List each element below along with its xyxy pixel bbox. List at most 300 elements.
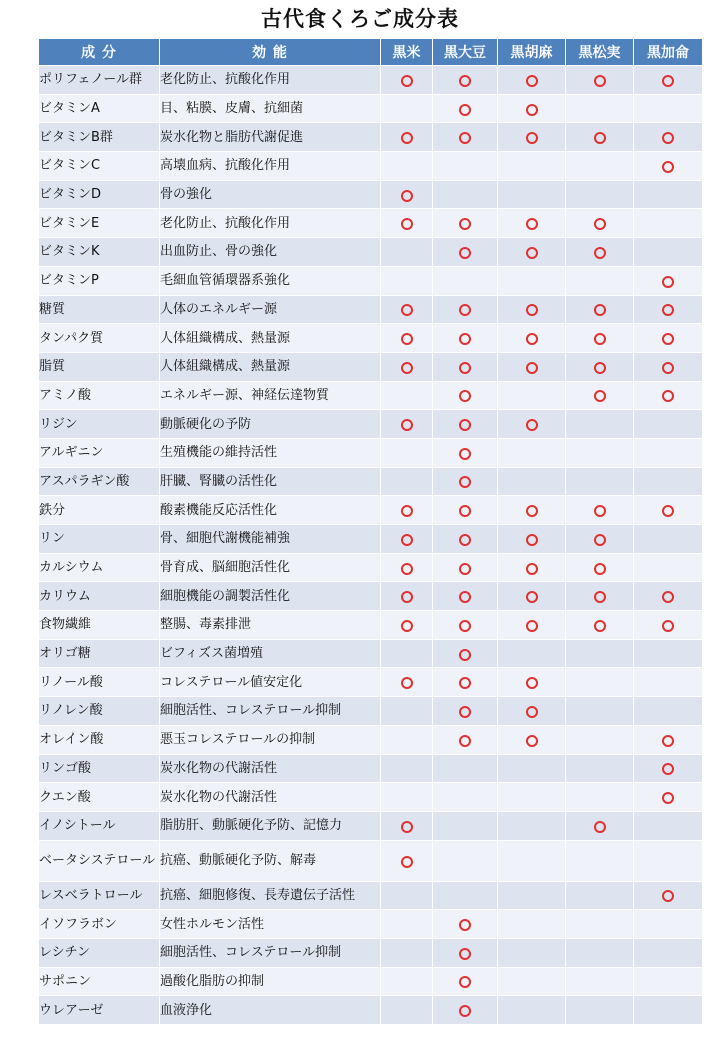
mark-cell xyxy=(566,66,634,95)
mark-cell xyxy=(498,209,566,238)
mark-cell xyxy=(381,996,433,1025)
mark-cell xyxy=(634,266,703,295)
circle-mark-icon xyxy=(401,821,413,833)
mark-cell xyxy=(498,438,566,467)
component-name: リジン xyxy=(39,410,160,439)
circle-mark-icon xyxy=(594,333,606,345)
circle-mark-icon xyxy=(459,563,471,575)
mark-cell xyxy=(498,295,566,324)
component-effect: 骨の強化 xyxy=(160,180,381,209)
circle-mark-icon xyxy=(401,132,413,144)
component-name: 脂質 xyxy=(39,352,160,381)
mark-cell xyxy=(498,811,566,840)
circle-mark-icon xyxy=(401,218,413,230)
mark-cell xyxy=(433,783,498,812)
header-food-black-pine-nut: 黒松実 xyxy=(566,39,634,66)
mark-cell xyxy=(433,467,498,496)
mark-cell xyxy=(381,410,433,439)
mark-cell xyxy=(381,840,433,881)
component-effect: 酸素機能反応活性化 xyxy=(160,496,381,525)
circle-mark-icon xyxy=(459,476,471,488)
table-row xyxy=(39,295,703,324)
mark-cell xyxy=(634,754,703,783)
mark-cell xyxy=(634,881,703,910)
mark-cell xyxy=(634,938,703,967)
table-row xyxy=(39,938,703,967)
mark-cell xyxy=(498,123,566,152)
header-food-black-soybean: 黒大豆 xyxy=(433,39,498,66)
component-effect: 悪玉コレステロールの抑制 xyxy=(160,725,381,754)
nutrient-table xyxy=(38,38,703,1025)
circle-mark-icon xyxy=(459,948,471,960)
mark-cell xyxy=(381,639,433,668)
component-name: カリウム xyxy=(39,582,160,611)
mark-cell xyxy=(566,352,634,381)
mark-cell xyxy=(381,381,433,410)
component-effect: 人体組織構成、熱量源 xyxy=(160,324,381,353)
mark-cell xyxy=(381,352,433,381)
circle-mark-icon xyxy=(594,132,606,144)
mark-cell xyxy=(433,123,498,152)
mark-cell xyxy=(566,553,634,582)
table-row xyxy=(39,553,703,582)
mark-cell xyxy=(634,582,703,611)
mark-cell xyxy=(634,611,703,640)
mark-cell xyxy=(498,639,566,668)
component-effect: 抗癌、動脈硬化予防、解毒 xyxy=(160,840,381,881)
circle-mark-icon xyxy=(459,649,471,661)
component-effect: 女性ホルモン活性 xyxy=(160,910,381,939)
mark-cell xyxy=(498,266,566,295)
mark-cell xyxy=(566,209,634,238)
circle-mark-icon xyxy=(459,591,471,603)
mark-cell xyxy=(381,938,433,967)
mark-cell xyxy=(381,324,433,353)
table-row xyxy=(39,324,703,353)
mark-cell xyxy=(498,467,566,496)
mark-cell xyxy=(566,996,634,1025)
component-effect: 整腸、毒素排泄 xyxy=(160,611,381,640)
table-row xyxy=(39,496,703,525)
mark-cell xyxy=(566,668,634,697)
table-row xyxy=(39,438,703,467)
mark-cell xyxy=(566,324,634,353)
mark-cell xyxy=(634,66,703,95)
mark-cell xyxy=(433,910,498,939)
table-row xyxy=(39,467,703,496)
circle-mark-icon xyxy=(594,75,606,87)
mark-cell xyxy=(634,783,703,812)
header-food-black-currant: 黒加侖 xyxy=(634,39,703,66)
mark-cell xyxy=(498,582,566,611)
mark-cell xyxy=(498,611,566,640)
circle-mark-icon xyxy=(401,505,413,517)
mark-cell xyxy=(498,381,566,410)
circle-mark-icon xyxy=(459,620,471,632)
component-effect: 炭水化物と脂肪代謝促進 xyxy=(160,123,381,152)
table-header xyxy=(39,39,703,66)
mark-cell xyxy=(566,266,634,295)
component-effect: 抗癌、細胞修復、長寿遺伝子活性 xyxy=(160,881,381,910)
mark-cell xyxy=(433,811,498,840)
table-row xyxy=(39,209,703,238)
mark-cell xyxy=(433,938,498,967)
mark-cell xyxy=(634,467,703,496)
component-name: アルギニン xyxy=(39,438,160,467)
mark-cell xyxy=(634,324,703,353)
circle-mark-icon xyxy=(662,591,674,603)
component-name: ビタミンK xyxy=(39,238,160,267)
mark-cell xyxy=(498,180,566,209)
component-effect: 炭水化物の代謝活性 xyxy=(160,783,381,812)
mark-cell xyxy=(433,582,498,611)
component-effect: 生殖機能の維持活性 xyxy=(160,438,381,467)
component-name: ビタミンB群 xyxy=(39,123,160,152)
mark-cell xyxy=(634,996,703,1025)
circle-mark-icon xyxy=(662,620,674,632)
mark-cell xyxy=(381,525,433,554)
circle-mark-icon xyxy=(526,419,538,431)
circle-mark-icon xyxy=(662,132,674,144)
table-row xyxy=(39,66,703,95)
mark-cell xyxy=(566,783,634,812)
component-effect: 老化防止、抗酸化作用 xyxy=(160,209,381,238)
header-effect: 効 能 xyxy=(160,39,381,66)
component-name: サポニン xyxy=(39,967,160,996)
mark-cell xyxy=(566,910,634,939)
table-row xyxy=(39,996,703,1025)
table-body xyxy=(39,66,703,1025)
mark-cell xyxy=(634,410,703,439)
circle-mark-icon xyxy=(459,419,471,431)
mark-cell xyxy=(634,180,703,209)
component-name: ビタミンA xyxy=(39,94,160,123)
component-name: ビタミンP xyxy=(39,266,160,295)
circle-mark-icon xyxy=(526,735,538,747)
circle-mark-icon xyxy=(459,390,471,402)
mark-cell xyxy=(433,180,498,209)
mark-cell xyxy=(566,152,634,181)
mark-cell xyxy=(433,553,498,582)
mark-cell xyxy=(433,209,498,238)
component-effect: 細胞活性、コレステロール抑制 xyxy=(160,938,381,967)
circle-mark-icon xyxy=(459,677,471,689)
mark-cell xyxy=(381,238,433,267)
mark-cell xyxy=(566,725,634,754)
circle-mark-icon xyxy=(401,190,413,202)
mark-cell xyxy=(566,295,634,324)
mark-cell xyxy=(381,783,433,812)
component-effect: 炭水化物の代謝活性 xyxy=(160,754,381,783)
mark-cell xyxy=(381,553,433,582)
mark-cell xyxy=(634,525,703,554)
header-food-black-sesame: 黒胡麻 xyxy=(498,39,566,66)
circle-mark-icon xyxy=(662,304,674,316)
mark-cell xyxy=(566,840,634,881)
circle-mark-icon xyxy=(526,247,538,259)
mark-cell xyxy=(433,266,498,295)
mark-cell xyxy=(381,697,433,726)
table-row xyxy=(39,94,703,123)
mark-cell xyxy=(498,725,566,754)
circle-mark-icon xyxy=(401,75,413,87)
mark-cell xyxy=(433,352,498,381)
mark-cell xyxy=(381,266,433,295)
mark-cell xyxy=(634,967,703,996)
component-name: 食物繊維 xyxy=(39,611,160,640)
circle-mark-icon xyxy=(459,1005,471,1017)
component-effect: 高壊血病、抗酸化作用 xyxy=(160,152,381,181)
circle-mark-icon xyxy=(594,362,606,374)
component-effect: 人体組織構成、熱量源 xyxy=(160,352,381,381)
component-name: カルシウム xyxy=(39,553,160,582)
circle-mark-icon xyxy=(401,856,413,868)
mark-cell xyxy=(381,754,433,783)
mark-cell xyxy=(498,783,566,812)
mark-cell xyxy=(433,840,498,881)
circle-mark-icon xyxy=(526,677,538,689)
mark-cell xyxy=(433,381,498,410)
component-name: レシチン xyxy=(39,938,160,967)
mark-cell xyxy=(433,967,498,996)
circle-mark-icon xyxy=(459,448,471,460)
circle-mark-icon xyxy=(401,333,413,345)
circle-mark-icon xyxy=(459,304,471,316)
mark-cell xyxy=(634,697,703,726)
component-effect: 毛細血管循環器系強化 xyxy=(160,266,381,295)
circle-mark-icon xyxy=(459,735,471,747)
table-row xyxy=(39,967,703,996)
table-row xyxy=(39,811,703,840)
mark-cell xyxy=(433,697,498,726)
mark-cell xyxy=(566,754,634,783)
table-row xyxy=(39,180,703,209)
table-row xyxy=(39,381,703,410)
mark-cell xyxy=(566,180,634,209)
header-row xyxy=(39,39,703,66)
mark-cell xyxy=(433,66,498,95)
circle-mark-icon xyxy=(526,620,538,632)
circle-mark-icon xyxy=(526,132,538,144)
mark-cell xyxy=(498,910,566,939)
mark-cell xyxy=(566,697,634,726)
mark-cell xyxy=(433,238,498,267)
table-row xyxy=(39,238,703,267)
mark-cell xyxy=(566,525,634,554)
mark-cell xyxy=(381,180,433,209)
circle-mark-icon xyxy=(459,333,471,345)
table-row xyxy=(39,582,703,611)
circle-mark-icon xyxy=(526,362,538,374)
mark-cell xyxy=(381,725,433,754)
component-effect: 出血防止、骨の強化 xyxy=(160,238,381,267)
component-effect: ビフィズス菌増殖 xyxy=(160,639,381,668)
circle-mark-icon xyxy=(594,821,606,833)
circle-mark-icon xyxy=(526,534,538,546)
circle-mark-icon xyxy=(662,333,674,345)
mark-cell xyxy=(634,553,703,582)
table-row xyxy=(39,910,703,939)
table-row xyxy=(39,352,703,381)
circle-mark-icon xyxy=(594,304,606,316)
page-title: 古代食くろご成分表 xyxy=(261,7,459,31)
circle-mark-icon xyxy=(459,247,471,259)
circle-mark-icon xyxy=(459,104,471,116)
component-name: イソフラボン xyxy=(39,910,160,939)
mark-cell xyxy=(566,938,634,967)
table-row xyxy=(39,881,703,910)
circle-mark-icon xyxy=(594,505,606,517)
mark-cell xyxy=(498,754,566,783)
component-name: リン xyxy=(39,525,160,554)
table-row xyxy=(39,266,703,295)
component-name: ウレアーゼ xyxy=(39,996,160,1025)
mark-cell xyxy=(566,496,634,525)
circle-mark-icon xyxy=(526,333,538,345)
mark-cell xyxy=(433,496,498,525)
mark-cell xyxy=(498,996,566,1025)
circle-mark-icon xyxy=(526,591,538,603)
mark-cell xyxy=(498,324,566,353)
component-name: ベータシステロール xyxy=(39,840,160,881)
mark-cell xyxy=(433,996,498,1025)
circle-mark-icon xyxy=(526,218,538,230)
circle-mark-icon xyxy=(401,677,413,689)
mark-cell xyxy=(498,66,566,95)
mark-cell xyxy=(566,967,634,996)
mark-cell xyxy=(498,152,566,181)
circle-mark-icon xyxy=(662,276,674,288)
circle-mark-icon xyxy=(594,390,606,402)
mark-cell xyxy=(381,967,433,996)
circle-mark-icon xyxy=(594,563,606,575)
component-name: レスベラトロール xyxy=(39,881,160,910)
component-name: アミノ酸 xyxy=(39,381,160,410)
mark-cell xyxy=(566,811,634,840)
mark-cell xyxy=(433,754,498,783)
circle-mark-icon xyxy=(401,534,413,546)
circle-mark-icon xyxy=(594,218,606,230)
component-effect: 細胞機能の調製活性化 xyxy=(160,582,381,611)
circle-mark-icon xyxy=(662,792,674,804)
table-row xyxy=(39,525,703,554)
mark-cell xyxy=(433,152,498,181)
circle-mark-icon xyxy=(459,976,471,988)
mark-cell xyxy=(634,209,703,238)
mark-cell xyxy=(634,123,703,152)
mark-cell xyxy=(381,152,433,181)
component-name: オリゴ糖 xyxy=(39,639,160,668)
mark-cell xyxy=(381,94,433,123)
circle-mark-icon xyxy=(459,132,471,144)
component-name: ポリフェノール群 xyxy=(39,66,160,95)
component-name: タンパク質 xyxy=(39,324,160,353)
mark-cell xyxy=(566,582,634,611)
component-effect: 過酸化脂肪の抑制 xyxy=(160,967,381,996)
mark-cell xyxy=(566,381,634,410)
component-name: 鉄分 xyxy=(39,496,160,525)
mark-cell xyxy=(566,639,634,668)
mark-cell xyxy=(498,525,566,554)
table-row xyxy=(39,783,703,812)
mark-cell xyxy=(566,123,634,152)
component-effect: 骨育成、脳細胞活性化 xyxy=(160,553,381,582)
mark-cell xyxy=(381,66,433,95)
mark-cell xyxy=(381,467,433,496)
mark-cell xyxy=(433,611,498,640)
circle-mark-icon xyxy=(459,919,471,931)
component-name: ビタミンC xyxy=(39,152,160,181)
mark-cell xyxy=(498,238,566,267)
circle-mark-icon xyxy=(459,706,471,718)
circle-mark-icon xyxy=(401,419,413,431)
component-name: ビタミンE xyxy=(39,209,160,238)
mark-cell xyxy=(498,697,566,726)
component-name: アスパラギン酸 xyxy=(39,467,160,496)
circle-mark-icon xyxy=(662,362,674,374)
mark-cell xyxy=(634,152,703,181)
mark-cell xyxy=(634,910,703,939)
mark-cell xyxy=(433,725,498,754)
circle-mark-icon xyxy=(662,890,674,902)
circle-mark-icon xyxy=(401,591,413,603)
component-name: ビタミンD xyxy=(39,180,160,209)
mark-cell xyxy=(498,410,566,439)
circle-mark-icon xyxy=(662,75,674,87)
mark-cell xyxy=(498,553,566,582)
mark-cell xyxy=(381,438,433,467)
mark-cell xyxy=(433,94,498,123)
mark-cell xyxy=(381,582,433,611)
component-effect: 目、粘膜、皮膚、抗細菌 xyxy=(160,94,381,123)
component-name: リンゴ酸 xyxy=(39,754,160,783)
mark-cell xyxy=(498,496,566,525)
circle-mark-icon xyxy=(526,505,538,517)
mark-cell xyxy=(566,611,634,640)
circle-mark-icon xyxy=(459,362,471,374)
table-row xyxy=(39,152,703,181)
circle-mark-icon xyxy=(662,763,674,775)
mark-cell xyxy=(433,525,498,554)
component-name: リノール酸 xyxy=(39,668,160,697)
circle-mark-icon xyxy=(401,563,413,575)
component-name: クエン酸 xyxy=(39,783,160,812)
mark-cell xyxy=(498,668,566,697)
circle-mark-icon xyxy=(526,563,538,575)
mark-cell xyxy=(634,238,703,267)
mark-cell xyxy=(433,324,498,353)
circle-mark-icon xyxy=(401,620,413,632)
component-effect: 人体のエネルギー源 xyxy=(160,295,381,324)
component-effect: 動脈硬化の予防 xyxy=(160,410,381,439)
circle-mark-icon xyxy=(594,620,606,632)
mark-cell xyxy=(381,123,433,152)
mark-cell xyxy=(566,881,634,910)
component-effect: 脂肪肝、動脈硬化予防、記憶力 xyxy=(160,811,381,840)
component-effect: 血液浄化 xyxy=(160,996,381,1025)
mark-cell xyxy=(634,438,703,467)
table-row xyxy=(39,123,703,152)
mark-cell xyxy=(634,94,703,123)
component-effect: 細胞活性、コレステロール抑制 xyxy=(160,697,381,726)
mark-cell xyxy=(566,467,634,496)
component-name: オレイン酸 xyxy=(39,725,160,754)
mark-cell xyxy=(433,668,498,697)
header-component: 成 分 xyxy=(39,39,160,66)
mark-cell xyxy=(433,639,498,668)
mark-cell xyxy=(634,381,703,410)
mark-cell xyxy=(381,910,433,939)
